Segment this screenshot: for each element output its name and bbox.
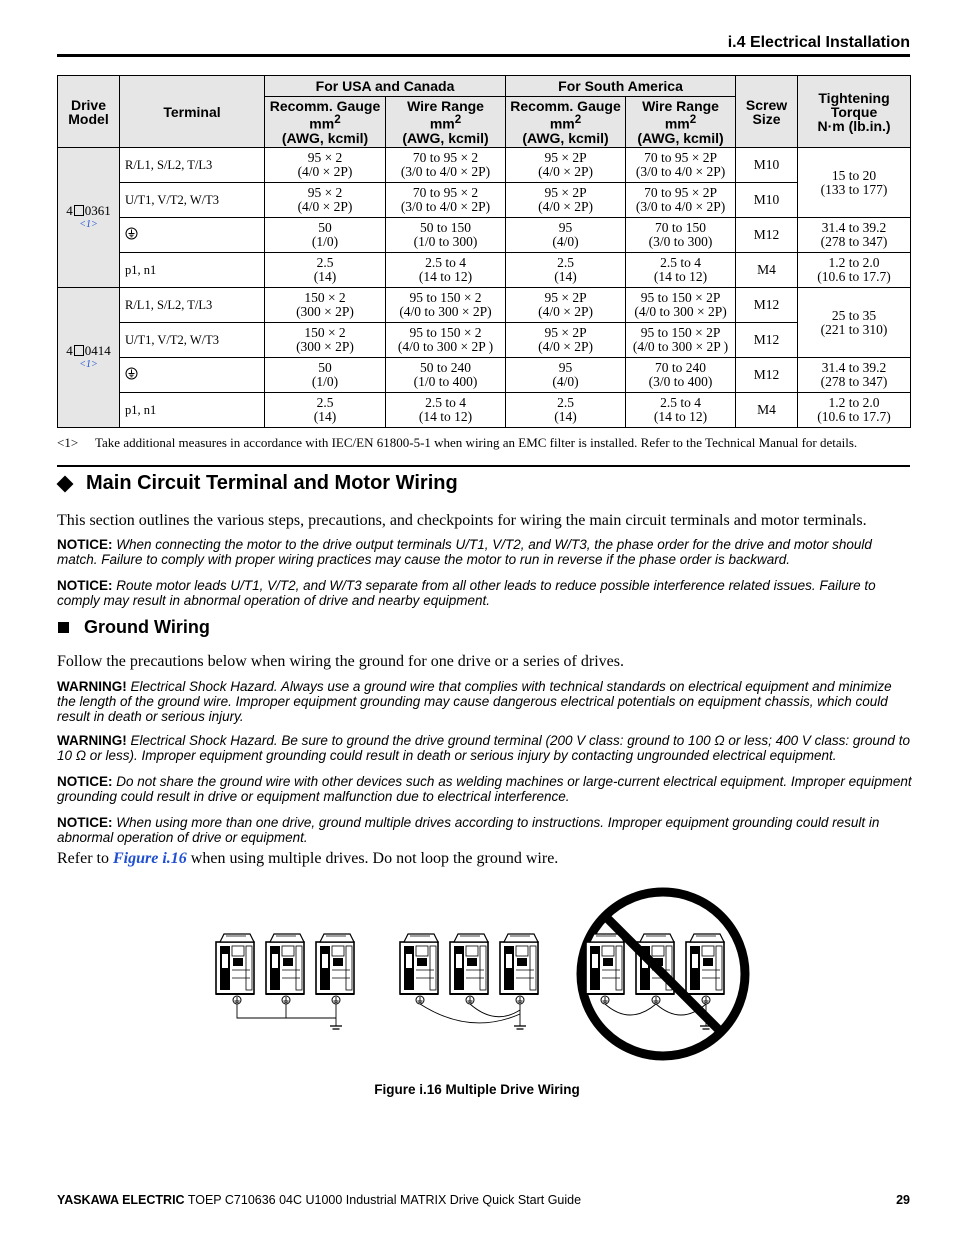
terminal-cell: R/L1, S/L2, T/L3 bbox=[120, 288, 265, 323]
header-usa-canada: For USA and Canada bbox=[265, 76, 506, 97]
notice-shared-ground: NOTICE: Do not share the ground wire with other devices such as welding machines or large-current electrical equipment. Improper equipment grounding could result in drive or equipment malfunction due to electrical interference. bbox=[57, 774, 912, 804]
table-row bbox=[58, 358, 911, 393]
table-cell: 2.5 to 4 (14 to 12) bbox=[386, 253, 506, 288]
table-cell: 70 to 95 × 2 (3/0 to 4/0 × 2P) bbox=[386, 148, 506, 183]
header-sa-recomm-gauge: Recomm. Gauge $mm^2$ (AWG, kcmil) bbox=[506, 97, 626, 148]
screw-size-cell: M10 bbox=[736, 183, 798, 218]
footnote-ref-link[interactable]: <1> bbox=[79, 218, 98, 230]
footnote-mark: <1> bbox=[57, 435, 79, 450]
ground-terminal-icon bbox=[125, 367, 138, 380]
header-sa-wire-range: Wire Range $mm^2$ (AWG, kcmil) bbox=[626, 97, 736, 148]
figure-i16-link[interactable]: Figure i.16 bbox=[112, 850, 187, 867]
table-cell: 70 to 95 × 2 (3/0 to 4/0 × 2P) bbox=[386, 183, 506, 218]
table-cell: 31.4 to 39.2 (278 to 347) bbox=[798, 358, 911, 393]
table-cell: 2.5 (14) bbox=[265, 393, 386, 428]
table-cell: 70 to 240 (3/0 to 400) bbox=[626, 358, 736, 393]
table-cell: 95 to 150 × 2 (4/0 to 300 × 2P ) bbox=[386, 323, 506, 358]
placeholder-box-icon bbox=[74, 345, 84, 356]
table-cell: 2.5 (14) bbox=[506, 393, 626, 428]
screw-size-cell: M12 bbox=[736, 358, 798, 393]
table-row bbox=[58, 323, 911, 358]
table-row bbox=[58, 183, 911, 218]
table-cell: 95 × 2 (4/0 × 2P) bbox=[265, 148, 386, 183]
table-cell: 50 (1/0) bbox=[265, 358, 386, 393]
terminal-cell: U/T1, V/T2, W/T3 bbox=[120, 183, 265, 218]
table-row bbox=[58, 288, 911, 323]
screw-size-cell: M4 bbox=[736, 253, 798, 288]
terminal-cell bbox=[120, 218, 265, 253]
header-drive-model: Drive Model bbox=[58, 76, 120, 148]
table-row bbox=[58, 393, 911, 428]
section-heading bbox=[56, 472, 458, 495]
table-row bbox=[58, 253, 911, 288]
table-cell: 1.2 to 2.0 (10.6 to 17.7) bbox=[798, 253, 911, 288]
table-cell: 150 × 2 (300 × 2P) bbox=[265, 323, 386, 358]
header-terminal: Terminal bbox=[120, 76, 265, 148]
screw-size-cell: M12 bbox=[736, 288, 798, 323]
screw-size-cell: M12 bbox=[736, 218, 798, 253]
header-section-title: i.4 Electrical Installation bbox=[727, 34, 910, 51]
table-cell: 95 (4/0) bbox=[506, 358, 626, 393]
drive-model-cell: 4 0414 <1> bbox=[58, 288, 120, 428]
torque-cell: 15 to 20 (133 to 177) bbox=[798, 148, 911, 218]
wire-gauge-table bbox=[57, 75, 911, 428]
terminal-cell: p1, n1 bbox=[120, 393, 265, 428]
header-usa-wire-range: Wire Range $mm^2$ (AWG, kcmil) bbox=[386, 97, 506, 148]
section-rule bbox=[57, 465, 910, 467]
table-cell: 50 to 240 (1/0 to 400) bbox=[386, 358, 506, 393]
torque-cell: 25 to 35 (221 to 310) bbox=[798, 288, 911, 358]
table-cell: 95 (4/0) bbox=[506, 218, 626, 253]
terminal-cell bbox=[120, 358, 265, 393]
table-cell: 95 × 2P (4/0 × 2P) bbox=[506, 183, 626, 218]
header-screw-size: Screw Size bbox=[736, 76, 798, 148]
correct-separate-ground-diagram bbox=[400, 934, 538, 1029]
figure-caption: Figure i.16 Multiple Drive Wiring bbox=[374, 1082, 580, 1097]
header-rule bbox=[57, 54, 910, 57]
table-cell: 2.5 to 4 (14 to 12) bbox=[386, 393, 506, 428]
correct-star-ground-diagram bbox=[216, 934, 354, 1029]
refer-figure-paragraph: Refer to Figure i.16 when using multiple drives. Do not loop the ground wire. bbox=[57, 850, 559, 867]
screw-size-cell: M12 bbox=[736, 323, 798, 358]
footer-brand: YASKAWA ELECTRIC bbox=[57, 1193, 185, 1207]
table-cell: 95 × 2 (4/0 × 2P) bbox=[265, 183, 386, 218]
table-cell: 1.2 to 2.0 (10.6 to 17.7) bbox=[798, 393, 911, 428]
table-row bbox=[58, 218, 911, 253]
section-title: Main Circuit Terminal and Motor Wiring bbox=[86, 472, 458, 494]
screw-size-cell: M10 bbox=[736, 148, 798, 183]
table-body bbox=[58, 148, 911, 428]
subsection-intro: Follow the precautions below when wiring the ground for one drive or a series of drives. bbox=[57, 653, 624, 670]
drive-model-cell: 4 0361 <1> bbox=[58, 148, 120, 288]
table-cell: 95 × 2P (4/0 × 2P) bbox=[506, 323, 626, 358]
header-tightening-torque: Tightening Torque N·m (lb.in.) bbox=[798, 76, 911, 148]
notice-phase-order: NOTICE: When connecting the motor to the drive output terminals U/T1, V/T2, and W/T3, the phase order for the drive and motor should match. Failure to comply with proper wiring practices may cause the motor to run in reverse if the phase order is backward. bbox=[57, 537, 872, 567]
footnote-text: Take additional measures in accordance with IEC/EN 61800-5-1 when wiring an EMC filter is installed. Refer to the Technical Manual for details. bbox=[95, 435, 858, 450]
header-south-america: For South America bbox=[506, 76, 736, 97]
table-cell: 2.5 to 4 (14 to 12) bbox=[626, 393, 736, 428]
table-cell: 50 to 150 (1/0 to 300) bbox=[386, 218, 506, 253]
table-cell: 95 × 2P (4/0 × 2P) bbox=[506, 148, 626, 183]
multiple-drive-wiring-figure bbox=[200, 878, 760, 1068]
table-row bbox=[58, 148, 911, 183]
warning-ground-terminal: WARNING! Electrical Shock Hazard. Be sure to ground the drive ground terminal (200 V class: ground to 100 Ω or less; 400 V class: ground to 10 Ω or less). Improper equipment grounding could result in death or serious injury by contacting ungrounded electrical equipment. bbox=[57, 733, 910, 763]
ground-terminal-icon bbox=[125, 227, 138, 240]
prohibited-loop-ground-diagram bbox=[581, 892, 745, 1056]
table-cell: 70 to 95 × 2P (3/0 to 4/0 × 2P) bbox=[626, 148, 736, 183]
section-intro: This section outlines the various steps, precautions, and checkpoints for wiring the main circuit terminals and motor terminals. bbox=[57, 512, 867, 529]
footer-doc-info bbox=[57, 1193, 581, 1207]
notice-motor-leads: NOTICE: Route motor leads U/T1, V/T2, and W/T3 separate from all other leads to reduce possible interference related issues. Failure to comply may result in abnormal operation of drive and nearby equipment. bbox=[57, 578, 876, 608]
table-cell: 95 to 150 × 2 (4/0 to 300 × 2P) bbox=[386, 288, 506, 323]
table-cell: 95 to 150 × 2P (4/0 to 300 × 2P) bbox=[626, 288, 736, 323]
table-cell: 2.5 (14) bbox=[506, 253, 626, 288]
table-cell: 150 × 2 (300 × 2P) bbox=[265, 288, 386, 323]
footer-doc-title: TOEP C710636 04C U1000 Industrial MATRIX Drive Quick Start Guide bbox=[187, 1193, 582, 1207]
page-footer bbox=[57, 1193, 910, 1207]
terminal-cell: R/L1, S/L2, T/L3 bbox=[120, 148, 265, 183]
table-cell: 95 to 150 × 2P (4/0 to 300 × 2P ) bbox=[626, 323, 736, 358]
notice-multiple-drives: NOTICE: When using more than one drive, ground multiple drives according to instructions. Improper equipment grounding could result in abnormal operation of drive or equipment. bbox=[57, 815, 880, 845]
screw-size-cell: M4 bbox=[736, 393, 798, 428]
header-usa-recomm-gauge: Recomm. Gauge $mm^2$ (AWG, kcmil) bbox=[265, 97, 386, 148]
table-cell: 70 to 95 × 2P (3/0 to 4/0 × 2P) bbox=[626, 183, 736, 218]
square-bullet-icon bbox=[58, 622, 69, 633]
table-cell: 50 (1/0) bbox=[265, 218, 386, 253]
terminal-cell: p1, n1 bbox=[120, 253, 265, 288]
warning-ground-wire: WARNING! Electrical Shock Hazard. Always use a ground wire that complies with technical standards on electrical equipment and minimize the length of the ground wire. Improper equipment grounding may cause dangerous electrical potentials on equipment chassis, which could result in death or serious injury. bbox=[57, 679, 892, 724]
terminal-cell: U/T1, V/T2, W/T3 bbox=[120, 323, 265, 358]
diamond-bullet-icon bbox=[57, 475, 74, 492]
placeholder-box-icon bbox=[74, 205, 84, 216]
table-cell: 2.5 (14) bbox=[265, 253, 386, 288]
table-cell: 31.4 to 39.2 (278 to 347) bbox=[798, 218, 911, 253]
table-cell: 95 × 2P (4/0 × 2P) bbox=[506, 288, 626, 323]
table-cell: 2.5 to 4 (14 to 12) bbox=[626, 253, 736, 288]
subsection-title: Ground Wiring bbox=[84, 617, 210, 637]
subsection-heading bbox=[58, 617, 210, 638]
table-cell: 70 to 150 (3/0 to 300) bbox=[626, 218, 736, 253]
table-footnote bbox=[57, 435, 910, 451]
footnote-ref-link[interactable]: <1> bbox=[79, 358, 98, 370]
page-number: 29 bbox=[896, 1193, 910, 1207]
